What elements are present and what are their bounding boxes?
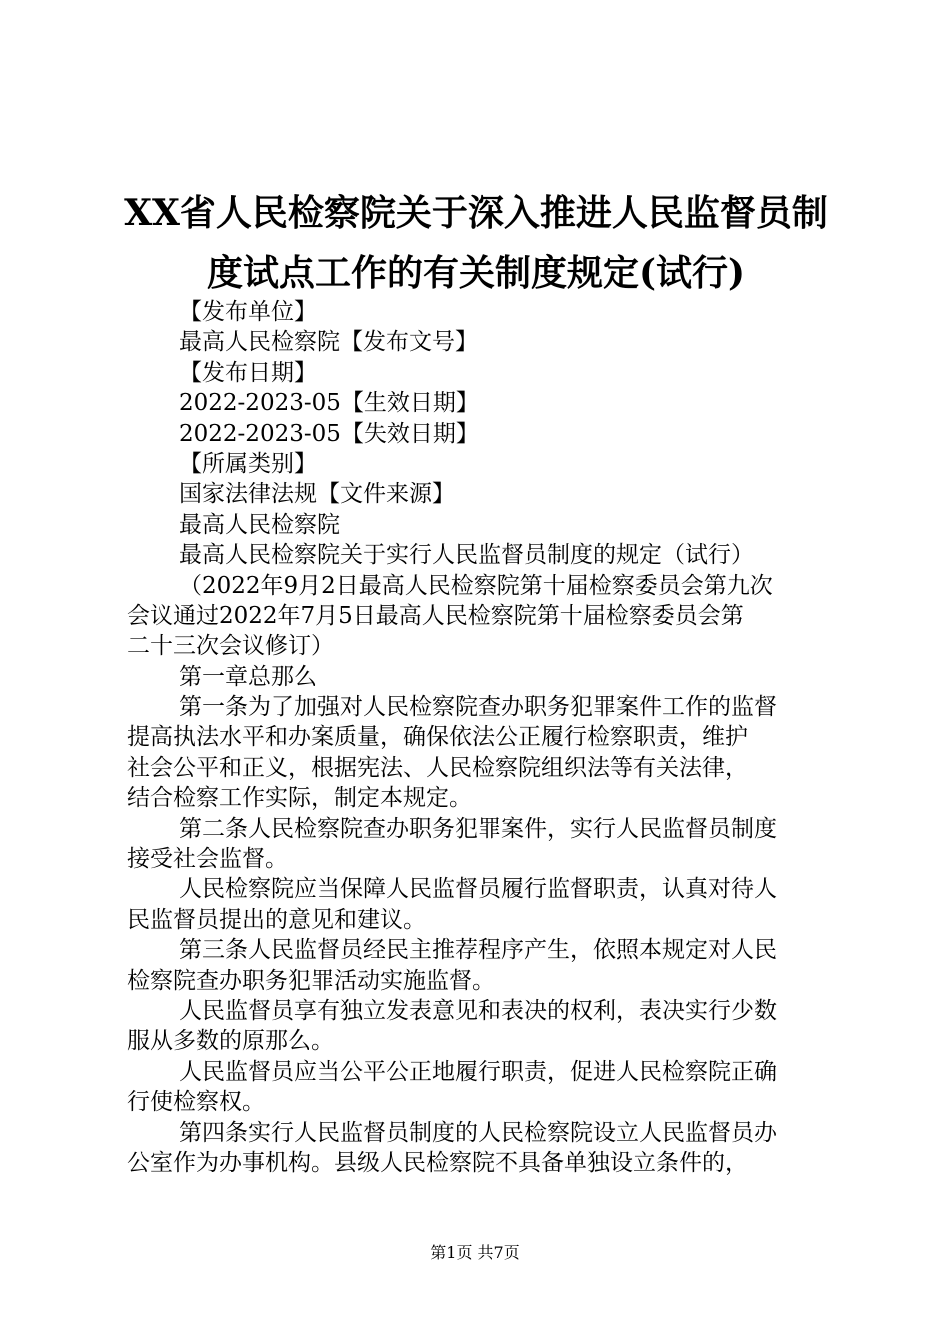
note-line: 会议通过2022年7月5日最高人民检察院第十届检察委员会第 — [127, 602, 744, 629]
article-2-line: 接受社会监督。 — [127, 846, 288, 873]
article-3-paragraph-line: 服从多数的原那么。 — [127, 1028, 334, 1055]
article-2-line: 第二条人民检察院查办职务犯罪案件，实行人民监督员制度 — [179, 815, 777, 842]
meta-category-label: 【所属类别】 — [179, 450, 317, 477]
document-title — [120, 183, 832, 303]
document-subtitle: 最高人民检察院关于实行人民监督员制度的规定（试行） — [179, 542, 754, 569]
meta-date-label: 【发布日期】 — [179, 359, 317, 386]
article-4-line: 公室作为办事机构。县级人民检察院不具备单独设立条件的， — [127, 1149, 748, 1176]
article-3-line: 第三条人民监督员经民主推荐程序产生，依照本规定对人民 — [179, 937, 777, 964]
meta-category-source: 国家法律法规【文件来源】 — [179, 481, 455, 508]
meta-publisher-docno: 最高人民检察院【发布文号】 — [179, 329, 478, 356]
page-indicator: 第1页 共7页 — [430, 1243, 520, 1262]
article-1-line: 第一条为了加强对人民检察院查办职务犯罪案件工作的监督 — [179, 694, 777, 721]
article-3-paragraph-line: 人民监督员应当公平公正地履行职责，促进人民检察院正确 — [179, 1058, 777, 1085]
title-line-1: XX省人民检察院关于深入推进人民监督员制 — [124, 192, 828, 234]
article-3-paragraph-line: 行使检察权。 — [127, 1089, 265, 1116]
meta-publisher-label: 【发布单位】 — [179, 299, 317, 325]
article-2-paragraph-line: 人民检察院应当保障人民监督员履行监督职责，认真对待人 — [179, 876, 777, 903]
meta-effective-expiry: 2022-2023-05【失效日期】 — [179, 420, 479, 447]
meta-date-effective: 2022-2023-05【生效日期】 — [179, 390, 479, 417]
article-4-line: 第四条实行人民监督员制度的人民检察院设立人民监督员办 — [179, 1119, 777, 1146]
article-1-line: 提高执法水平和办案质量，确保依法公正履行检察职责，维护 — [127, 724, 748, 751]
article-1-line: 社会公平和正义，根据宪法、人民检察院组织法等有关法律， — [127, 754, 748, 781]
note-line: （2022年9月2日最高人民检察院第十届检察委员会第九次 — [179, 572, 773, 599]
article-3-line: 检察院查办职务犯罪活动实施监督。 — [127, 967, 495, 994]
article-2-paragraph-line: 民监督员提出的意见和建议。 — [127, 906, 426, 933]
page-footer — [0, 1243, 950, 1263]
article-3-paragraph-line: 人民监督员享有独立发表意见和表决的权利，表决实行少数 — [179, 997, 777, 1024]
document-body — [127, 297, 837, 1178]
article-1-line: 结合检察工作实际，制定本规定。 — [127, 785, 472, 812]
meta-source: 最高人民检察院 — [179, 511, 340, 538]
chapter-heading: 第一章总那么 — [179, 663, 317, 690]
title-line-2: 度试点工作的有关制度规定(试行) — [206, 252, 746, 294]
note-line: 二十三次会议修订） — [127, 633, 334, 660]
